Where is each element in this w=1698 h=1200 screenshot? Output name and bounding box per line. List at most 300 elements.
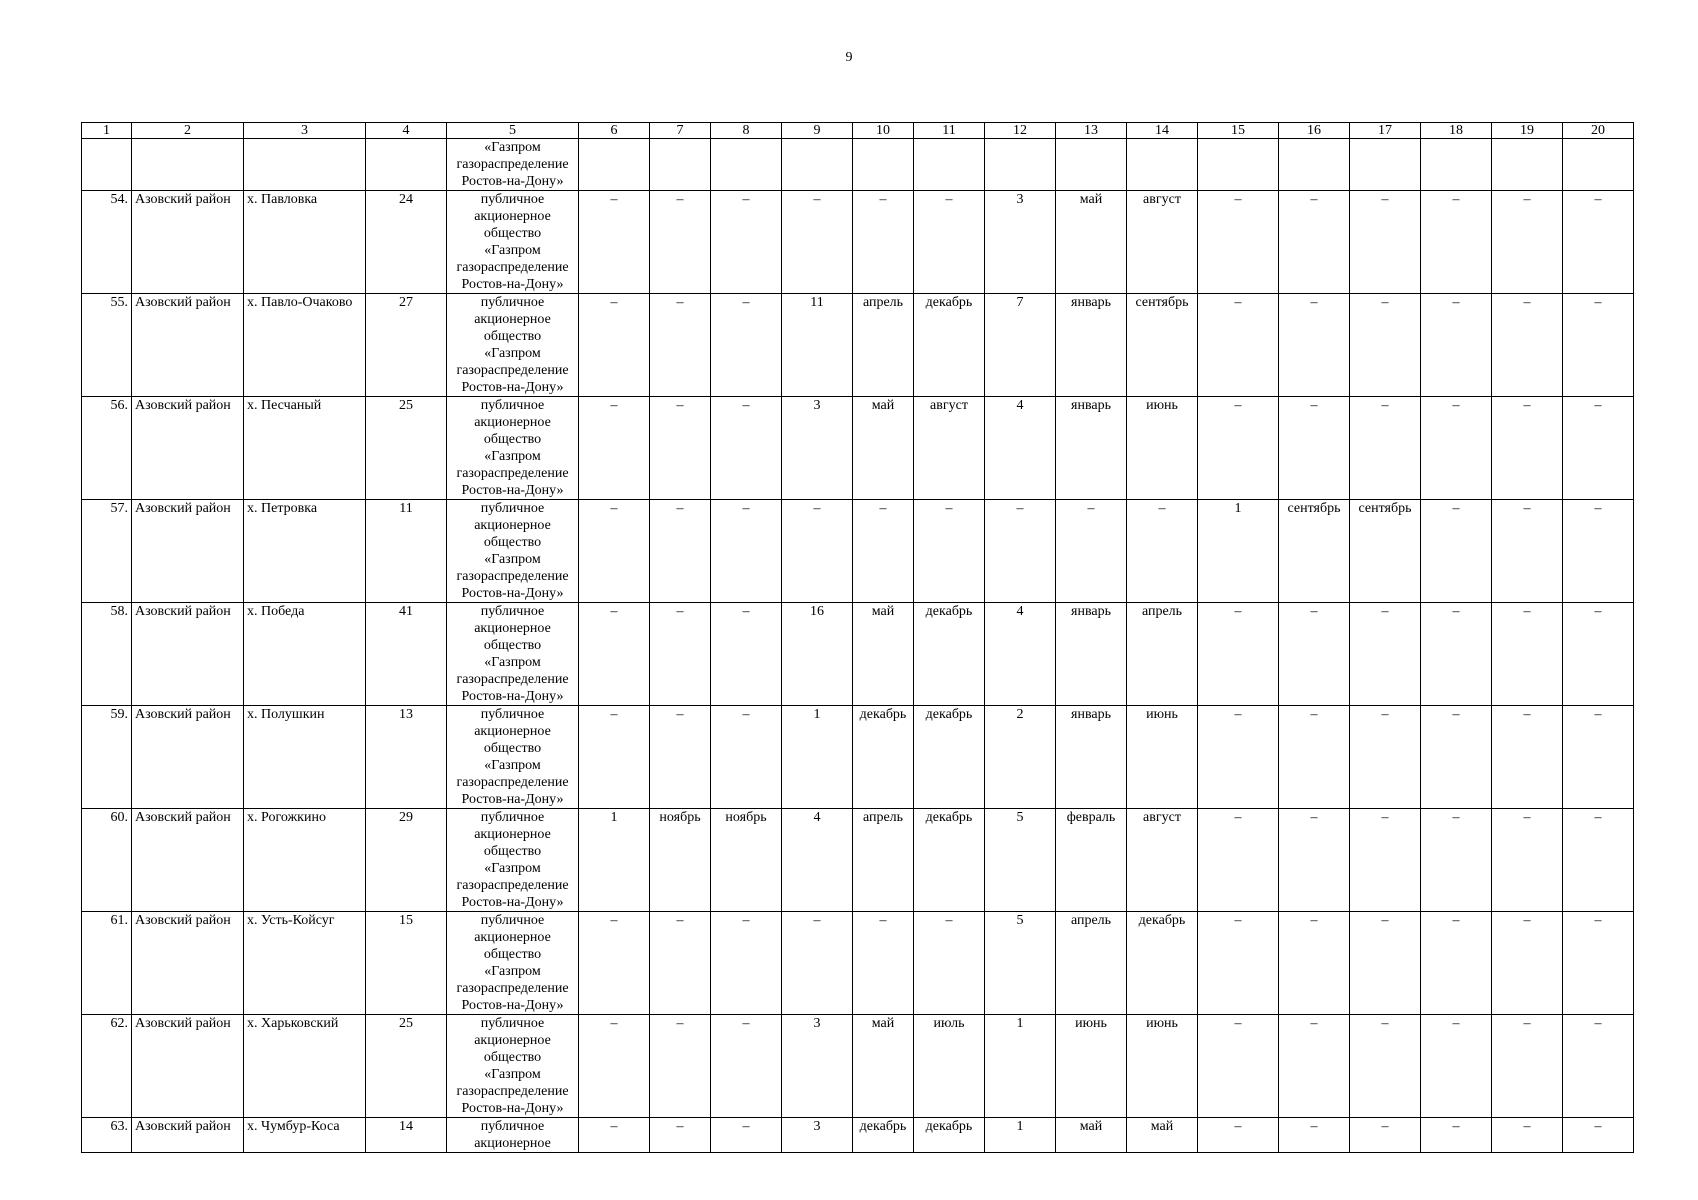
empty-cell [1198,139,1279,191]
data-cell: апрель [1056,912,1127,1015]
data-cell: – [1421,500,1492,603]
table-row [82,809,1634,912]
table-row [82,912,1634,1015]
org-line: публичное [480,398,545,413]
org-line: общество [483,638,542,653]
count-cell: 14 [366,1118,447,1153]
org-line: Ростов-на-Дону» [461,174,564,189]
empty-cell [985,139,1056,191]
empty-cell [82,139,132,191]
empty-cell [1492,139,1563,191]
data-cell: август [1127,809,1198,912]
place-cell: х. Песчаный [244,397,366,500]
data-cell: январь [1056,294,1127,397]
count-cell: 15 [366,912,447,1015]
data-cell: май [853,1015,914,1118]
data-cell: май [853,603,914,706]
data-cell: – [1350,1015,1421,1118]
org-line: газораспределение [456,1084,569,1099]
data-cell: – [782,500,853,603]
count-cell: 13 [366,706,447,809]
org-line: общество [483,535,542,550]
data-cell: – [650,912,711,1015]
row-number-cell: 56. [82,397,132,500]
column-number-cell: 17 [1350,123,1421,139]
org-line: Ростов-на-Дону» [461,586,564,601]
data-cell: – [1279,294,1350,397]
data-cell: 3 [782,1015,853,1118]
data-cell: – [1350,397,1421,500]
data-cell: – [1198,397,1279,500]
data-cell: – [1563,809,1634,912]
data-cell: – [1056,500,1127,603]
org-line: газораспределение [456,157,569,172]
data-cell: – [1421,1118,1492,1153]
org-cell [447,1015,579,1118]
data-cell: 1 [985,1015,1056,1118]
data-cell: – [1350,191,1421,294]
table-row [82,1015,1634,1118]
data-cell: – [1350,706,1421,809]
data-cell: июнь [1056,1015,1127,1118]
data-cell: – [579,912,650,1015]
district-cell: Азовский район [132,603,244,706]
data-cell: декабрь [1127,912,1198,1015]
org-line: общество [483,226,542,241]
table-row [82,191,1634,294]
data-cell: – [1279,912,1350,1015]
row-number-cell: 63. [82,1118,132,1153]
data-cell: 4 [985,603,1056,706]
data-cell: 2 [985,706,1056,809]
org-line: акционерное [474,930,551,945]
empty-cell [579,139,650,191]
data-cell: – [650,294,711,397]
org-line: общество [483,1050,542,1065]
org-line: «Газпром [484,243,541,258]
count-cell: 11 [366,500,447,603]
data-cell: – [1492,397,1563,500]
table-row [82,397,1634,500]
empty-cell [1127,139,1198,191]
data-cell: – [1563,294,1634,397]
data-cell: июнь [1127,706,1198,809]
data-cell: – [1198,1118,1279,1153]
data-cell: – [1350,294,1421,397]
data-cell: декабрь [914,294,985,397]
data-cell: – [1198,912,1279,1015]
data-cell: июнь [1127,1015,1198,1118]
data-cell: – [914,912,985,1015]
org-line: акционерное [474,312,551,327]
count-cell: 29 [366,809,447,912]
org-line: общество [483,947,542,962]
data-cell: 4 [782,809,853,912]
row-number-cell: 61. [82,912,132,1015]
org-line: публичное [480,707,545,722]
data-cell: июнь [1127,397,1198,500]
org-cell [447,603,579,706]
column-number-cell: 15 [1198,123,1279,139]
table-body [82,123,1634,1153]
district-cell: Азовский район [132,397,244,500]
org-line: «Газпром [484,964,541,979]
column-number-cell: 20 [1563,123,1634,139]
data-cell: – [650,603,711,706]
district-cell: Азовский район [132,294,244,397]
data-cell: – [1421,397,1492,500]
org-line: акционерное [474,827,551,842]
data-cell: ноябрь [650,809,711,912]
data-cell: – [579,1015,650,1118]
org-line: Ростов-на-Дону» [461,380,564,395]
data-cell: май [1056,1118,1127,1153]
data-cell: – [1492,294,1563,397]
column-number-cell: 14 [1127,123,1198,139]
data-cell: – [1492,706,1563,809]
data-cell: – [1421,1015,1492,1118]
data-cell: – [579,706,650,809]
data-cell: январь [1056,397,1127,500]
row-number-cell: 55. [82,294,132,397]
org-cell [447,1118,579,1153]
data-cell: август [914,397,985,500]
org-line: публичное [480,295,545,310]
district-cell: Азовский район [132,500,244,603]
data-cell: сентябрь [1350,500,1421,603]
column-number-cell: 18 [1421,123,1492,139]
column-number-cell: 4 [366,123,447,139]
data-cell: май [1127,1118,1198,1153]
org-line: общество [483,741,542,756]
data-cell: 5 [985,809,1056,912]
org-line: акционерное [474,621,551,636]
org-line: газораспределение [456,775,569,790]
org-cell [447,397,579,500]
data-cell: 3 [782,1118,853,1153]
column-number-cell: 1 [82,123,132,139]
org-line: акционерное [474,724,551,739]
data-cell: – [1198,191,1279,294]
org-line: газораспределение [456,981,569,996]
row-number-cell: 57. [82,500,132,603]
count-cell: 25 [366,397,447,500]
data-cell: сентябрь [1279,500,1350,603]
row-number-cell: 62. [82,1015,132,1118]
org-cell [447,294,579,397]
org-line: «Газпром [484,552,541,567]
data-cell: 11 [782,294,853,397]
data-cell: – [1127,500,1198,603]
data-cell: январь [1056,706,1127,809]
org-line: «Газпром [484,1067,541,1082]
org-line: Ростов-на-Дону» [461,689,564,704]
data-cell: – [1492,603,1563,706]
place-cell: х. Петровка [244,500,366,603]
data-cell: июль [914,1015,985,1118]
data-cell: – [782,191,853,294]
place-cell: х. Усть-Койсуг [244,912,366,1015]
district-cell: Азовский район [132,809,244,912]
data-cell: – [711,191,782,294]
page-number: 9 [845,50,853,65]
data-cell: – [1421,809,1492,912]
org-cell [447,500,579,603]
data-cell: 16 [782,603,853,706]
data-cell: – [1279,706,1350,809]
org-line: «Газпром [484,449,541,464]
data-cell: апрель [853,294,914,397]
district-cell: Азовский район [132,1015,244,1118]
count-cell: 24 [366,191,447,294]
data-cell: 1 [579,809,650,912]
data-cell: – [650,500,711,603]
column-number-cell: 6 [579,123,650,139]
org-cell [447,191,579,294]
data-cell: – [579,500,650,603]
org-line: публичное [480,604,545,619]
data-cell: – [1563,912,1634,1015]
data-cell: – [1421,603,1492,706]
table-row [82,706,1634,809]
org-line: Ростов-на-Дону» [461,895,564,910]
org-line: газораспределение [456,878,569,893]
data-cell: – [1350,603,1421,706]
data-cell: 5 [985,912,1056,1015]
column-number-cell: 11 [914,123,985,139]
org-line: Ростов-на-Дону» [461,1101,564,1116]
empty-cell [1350,139,1421,191]
data-cell: – [579,397,650,500]
data-cell: август [1127,191,1198,294]
column-number-cell: 13 [1056,123,1127,139]
data-cell: – [1492,1118,1563,1153]
org-line: Ростов-на-Дону» [461,998,564,1013]
data-cell: – [1492,500,1563,603]
data-cell: – [650,1015,711,1118]
data-cell: – [853,500,914,603]
org-line: Ростов-на-Дону» [461,792,564,807]
data-cell: – [1563,191,1634,294]
data-cell: декабрь [914,706,985,809]
row-number-cell: 54. [82,191,132,294]
data-cell: 1 [782,706,853,809]
org-line: публичное [480,810,545,825]
column-number-cell: 10 [853,123,914,139]
org-line: «Газпром [484,758,541,773]
data-cell: – [985,500,1056,603]
data-cell: – [711,397,782,500]
data-cell: – [1279,1118,1350,1153]
district-cell: Азовский район [132,191,244,294]
column-number-cell: 7 [650,123,711,139]
column-number-row [82,123,1634,139]
data-cell: – [1279,1015,1350,1118]
empty-cell [132,139,244,191]
data-cell: – [711,603,782,706]
table-row-continuation [82,139,1634,191]
data-cell: декабрь [914,1118,985,1153]
data-cell: – [1563,706,1634,809]
org-line: акционерное [474,415,551,430]
org-line: публичное [480,501,545,516]
column-number-cell: 12 [985,123,1056,139]
org-line: акционерное [474,518,551,533]
place-cell: х. Чумбур-Коса [244,1118,366,1153]
data-cell: – [1350,912,1421,1015]
document-table [81,122,1634,1153]
place-cell: х. Харьковский [244,1015,366,1118]
org-cell [447,706,579,809]
empty-cell [366,139,447,191]
table-row [82,294,1634,397]
data-cell: – [1198,603,1279,706]
org-line: акционерное [474,1033,551,1048]
org-line: акционерное [474,1136,551,1151]
data-cell: 1 [1198,500,1279,603]
data-cell: апрель [1127,603,1198,706]
data-cell: – [711,706,782,809]
column-number-cell: 9 [782,123,853,139]
data-cell: – [1198,809,1279,912]
data-cell: декабрь [853,706,914,809]
empty-cell [782,139,853,191]
place-cell: х. Павло-Очаково [244,294,366,397]
data-cell: – [1279,191,1350,294]
data-cell: – [1563,500,1634,603]
column-number-cell: 5 [447,123,579,139]
data-cell: – [711,1118,782,1153]
empty-cell [711,139,782,191]
data-cell: – [853,191,914,294]
org-cell [447,912,579,1015]
empty-cell [244,139,366,191]
place-cell: х. Павловка [244,191,366,294]
org-line: «Газпром [484,140,541,155]
column-number-cell: 16 [1279,123,1350,139]
empty-cell [914,139,985,191]
column-number-cell: 2 [132,123,244,139]
data-cell: – [1563,1015,1634,1118]
district-cell: Азовский район [132,706,244,809]
data-cell: – [1198,294,1279,397]
data-cell: – [1279,809,1350,912]
table-row [82,603,1634,706]
data-cell: – [579,603,650,706]
org-line: газораспределение [456,569,569,584]
org-line: общество [483,329,542,344]
data-cell: – [1198,706,1279,809]
org-line: «Газпром [484,346,541,361]
org-cell [447,139,579,191]
data-cell: апрель [853,809,914,912]
data-cell: – [1421,294,1492,397]
empty-cell [853,139,914,191]
org-line: общество [483,844,542,859]
count-cell: 41 [366,603,447,706]
data-cell: – [1492,912,1563,1015]
data-cell: 1 [985,1118,1056,1153]
data-cell: – [1563,397,1634,500]
data-cell: – [1350,809,1421,912]
org-line: Ростов-на-Дону» [461,277,564,292]
empty-cell [1421,139,1492,191]
data-cell: – [711,1015,782,1118]
data-cell: май [853,397,914,500]
column-number-cell: 8 [711,123,782,139]
empty-cell [1563,139,1634,191]
data-cell: – [650,191,711,294]
data-cell: – [579,294,650,397]
org-line: публичное [480,1119,545,1134]
row-number-cell: 58. [82,603,132,706]
district-cell: Азовский район [132,1118,244,1153]
data-cell: – [1198,1015,1279,1118]
count-cell: 27 [366,294,447,397]
data-cell: – [1563,1118,1634,1153]
data-cell: – [1279,603,1350,706]
data-cell: декабрь [914,809,985,912]
org-line: газораспределение [456,363,569,378]
data-cell: – [1279,397,1350,500]
data-cell: – [1421,912,1492,1015]
org-cell [447,809,579,912]
org-line: акционерное [474,209,551,224]
data-cell: – [1492,1015,1563,1118]
data-cell: – [579,191,650,294]
data-cell: – [650,397,711,500]
org-line: публичное [480,913,545,928]
data-cell: 3 [985,191,1056,294]
row-number-cell: 60. [82,809,132,912]
table-row [82,500,1634,603]
data-cell: – [579,1118,650,1153]
data-cell: 4 [985,397,1056,500]
data-cell: 7 [985,294,1056,397]
data-cell: – [711,294,782,397]
data-cell: – [1492,191,1563,294]
district-cell: Азовский район [132,912,244,1015]
data-cell: – [711,500,782,603]
data-cell: сентябрь [1127,294,1198,397]
place-cell: х. Полушкин [244,706,366,809]
data-cell: – [782,912,853,1015]
org-line: публичное [480,1016,545,1031]
data-cell: – [1421,706,1492,809]
data-cell: – [1421,191,1492,294]
org-line: общество [483,432,542,447]
org-line: газораспределение [456,672,569,687]
data-cell: – [1350,1118,1421,1153]
data-cell: декабрь [914,603,985,706]
row-number-cell: 59. [82,706,132,809]
data-cell: май [1056,191,1127,294]
place-cell: х. Победа [244,603,366,706]
org-line: публичное [480,192,545,207]
data-cell: ноябрь [711,809,782,912]
org-line: «Газпром [484,655,541,670]
org-line: «Газпром [484,861,541,876]
data-cell: – [1492,809,1563,912]
column-number-cell: 19 [1492,123,1563,139]
data-cell: декабрь [853,1118,914,1153]
org-line: газораспределение [456,260,569,275]
data-cell: – [650,706,711,809]
empty-cell [650,139,711,191]
empty-cell [1056,139,1127,191]
data-cell: – [650,1118,711,1153]
place-cell: х. Рогожкино [244,809,366,912]
